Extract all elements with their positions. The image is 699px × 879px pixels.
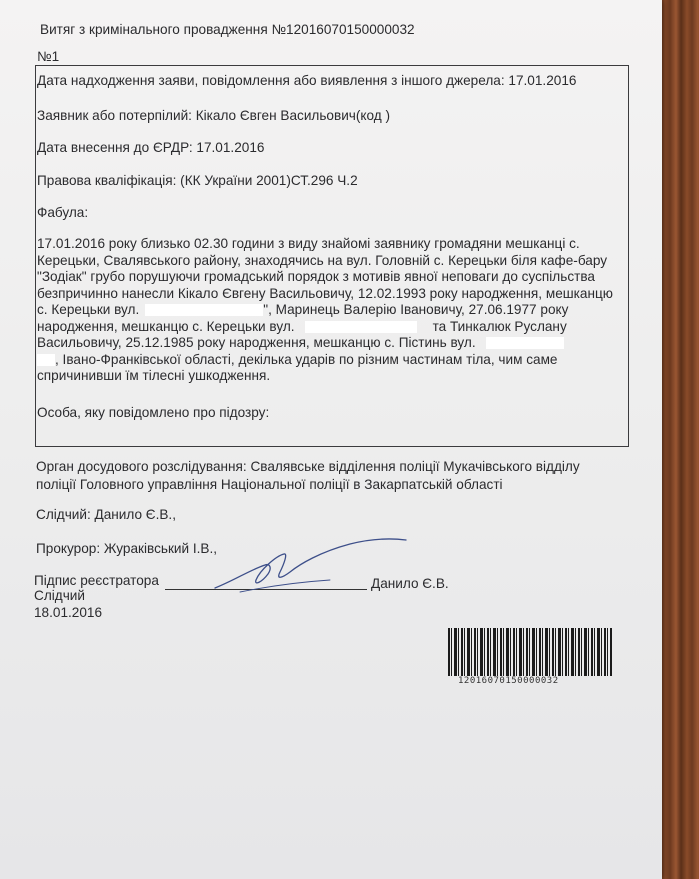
registrar-label: Підпис реєстратора: [34, 573, 159, 588]
fabula-line: [37, 319, 629, 336]
fabula-line: спричинивши їм тілесні ушкодження.: [37, 368, 271, 383]
agency-line-2: поліції Головного управління Національної поліції в Закарпатській області: [36, 477, 503, 492]
applicant: Заявник або потерпілий: Кікало Євген Васильович(код ): [37, 108, 391, 123]
fabula-segment: с. Керецьки вул.: [37, 302, 140, 317]
fabula-line: [37, 352, 629, 369]
date-received: Дата надходження заяви, повідомлення або виявлення з іншого джерела: 17.01.2016: [37, 73, 577, 88]
fabula-segment: народження, мешканцю с. Керецьки вул.: [37, 318, 295, 334]
date-erdr: Дата внесення до ЄРДР: 17.01.2016: [37, 140, 265, 155]
agency-line-1: Орган досудового розслідування: Свалявське відділення поліції Мукачівського відділу: [36, 459, 580, 474]
fabula-text: [37, 236, 629, 385]
redaction-box: [305, 321, 417, 333]
legal-qualification: Правова кваліфікація: (КК України 2001)СТ.296 Ч.2: [37, 173, 358, 188]
fabula-label: Фабула:: [37, 205, 89, 220]
fabula-line: Керецьки, Свалявського району, знаходячись на вул. Головній с. Керецьки біля кафе-бару: [37, 252, 608, 268]
fabula-line: 17.01.2016 року близько 02.30 години з виду знайомі заявнику громадяни мешканці с.: [37, 236, 580, 251]
investigator: Слідчий: Данило Є.В.,: [36, 507, 176, 522]
fabula-segment: , Івано-Франківської області, декілька ударів по різним частинам тіла, чим саме: [55, 351, 558, 367]
fabula-segment: ", Маринець Валерію Івановичу, 27.06.1977 року: [263, 302, 569, 317]
fabula-line: безпричинно нанесли Кікало Євгену Васильовичу, 12.02.1993 року народження, мешканцю: [37, 285, 613, 301]
redaction-box: [486, 337, 564, 349]
suspect-label: Особа, яку повідомлено про підозру:: [37, 405, 270, 420]
prosecutor: Прокурор: Жураківський І.В.,: [36, 541, 218, 556]
wooden-table-edge: [659, 0, 699, 879]
document-date: 18.01.2016: [34, 605, 103, 620]
entry-number: №1: [37, 49, 60, 64]
redaction-box: [37, 354, 55, 366]
role-label: Слідчий: [34, 588, 85, 603]
document-title: Витяг з кримінального провадження №12016070150000032: [40, 22, 415, 37]
fabula-line: [37, 302, 629, 319]
handwritten-signature: [210, 530, 410, 600]
barcode: [448, 628, 612, 676]
barcode-number: 12016070150000032: [458, 676, 559, 686]
fabula-segment: Васильовичу, 25.12.1985 року народження, мешканцю с. Пістинь вул.: [37, 335, 476, 350]
redaction-box: [145, 304, 263, 316]
fabula-line: "Зодіак" грубо порушуючи громадський порядок з мотивів явної неповаги до суспільства: [37, 269, 595, 284]
fabula-line: [37, 335, 629, 352]
registrar-name: Данило Є.В.: [371, 576, 449, 591]
fabula-segment: та Тинкалюк Руслану: [432, 318, 567, 334]
